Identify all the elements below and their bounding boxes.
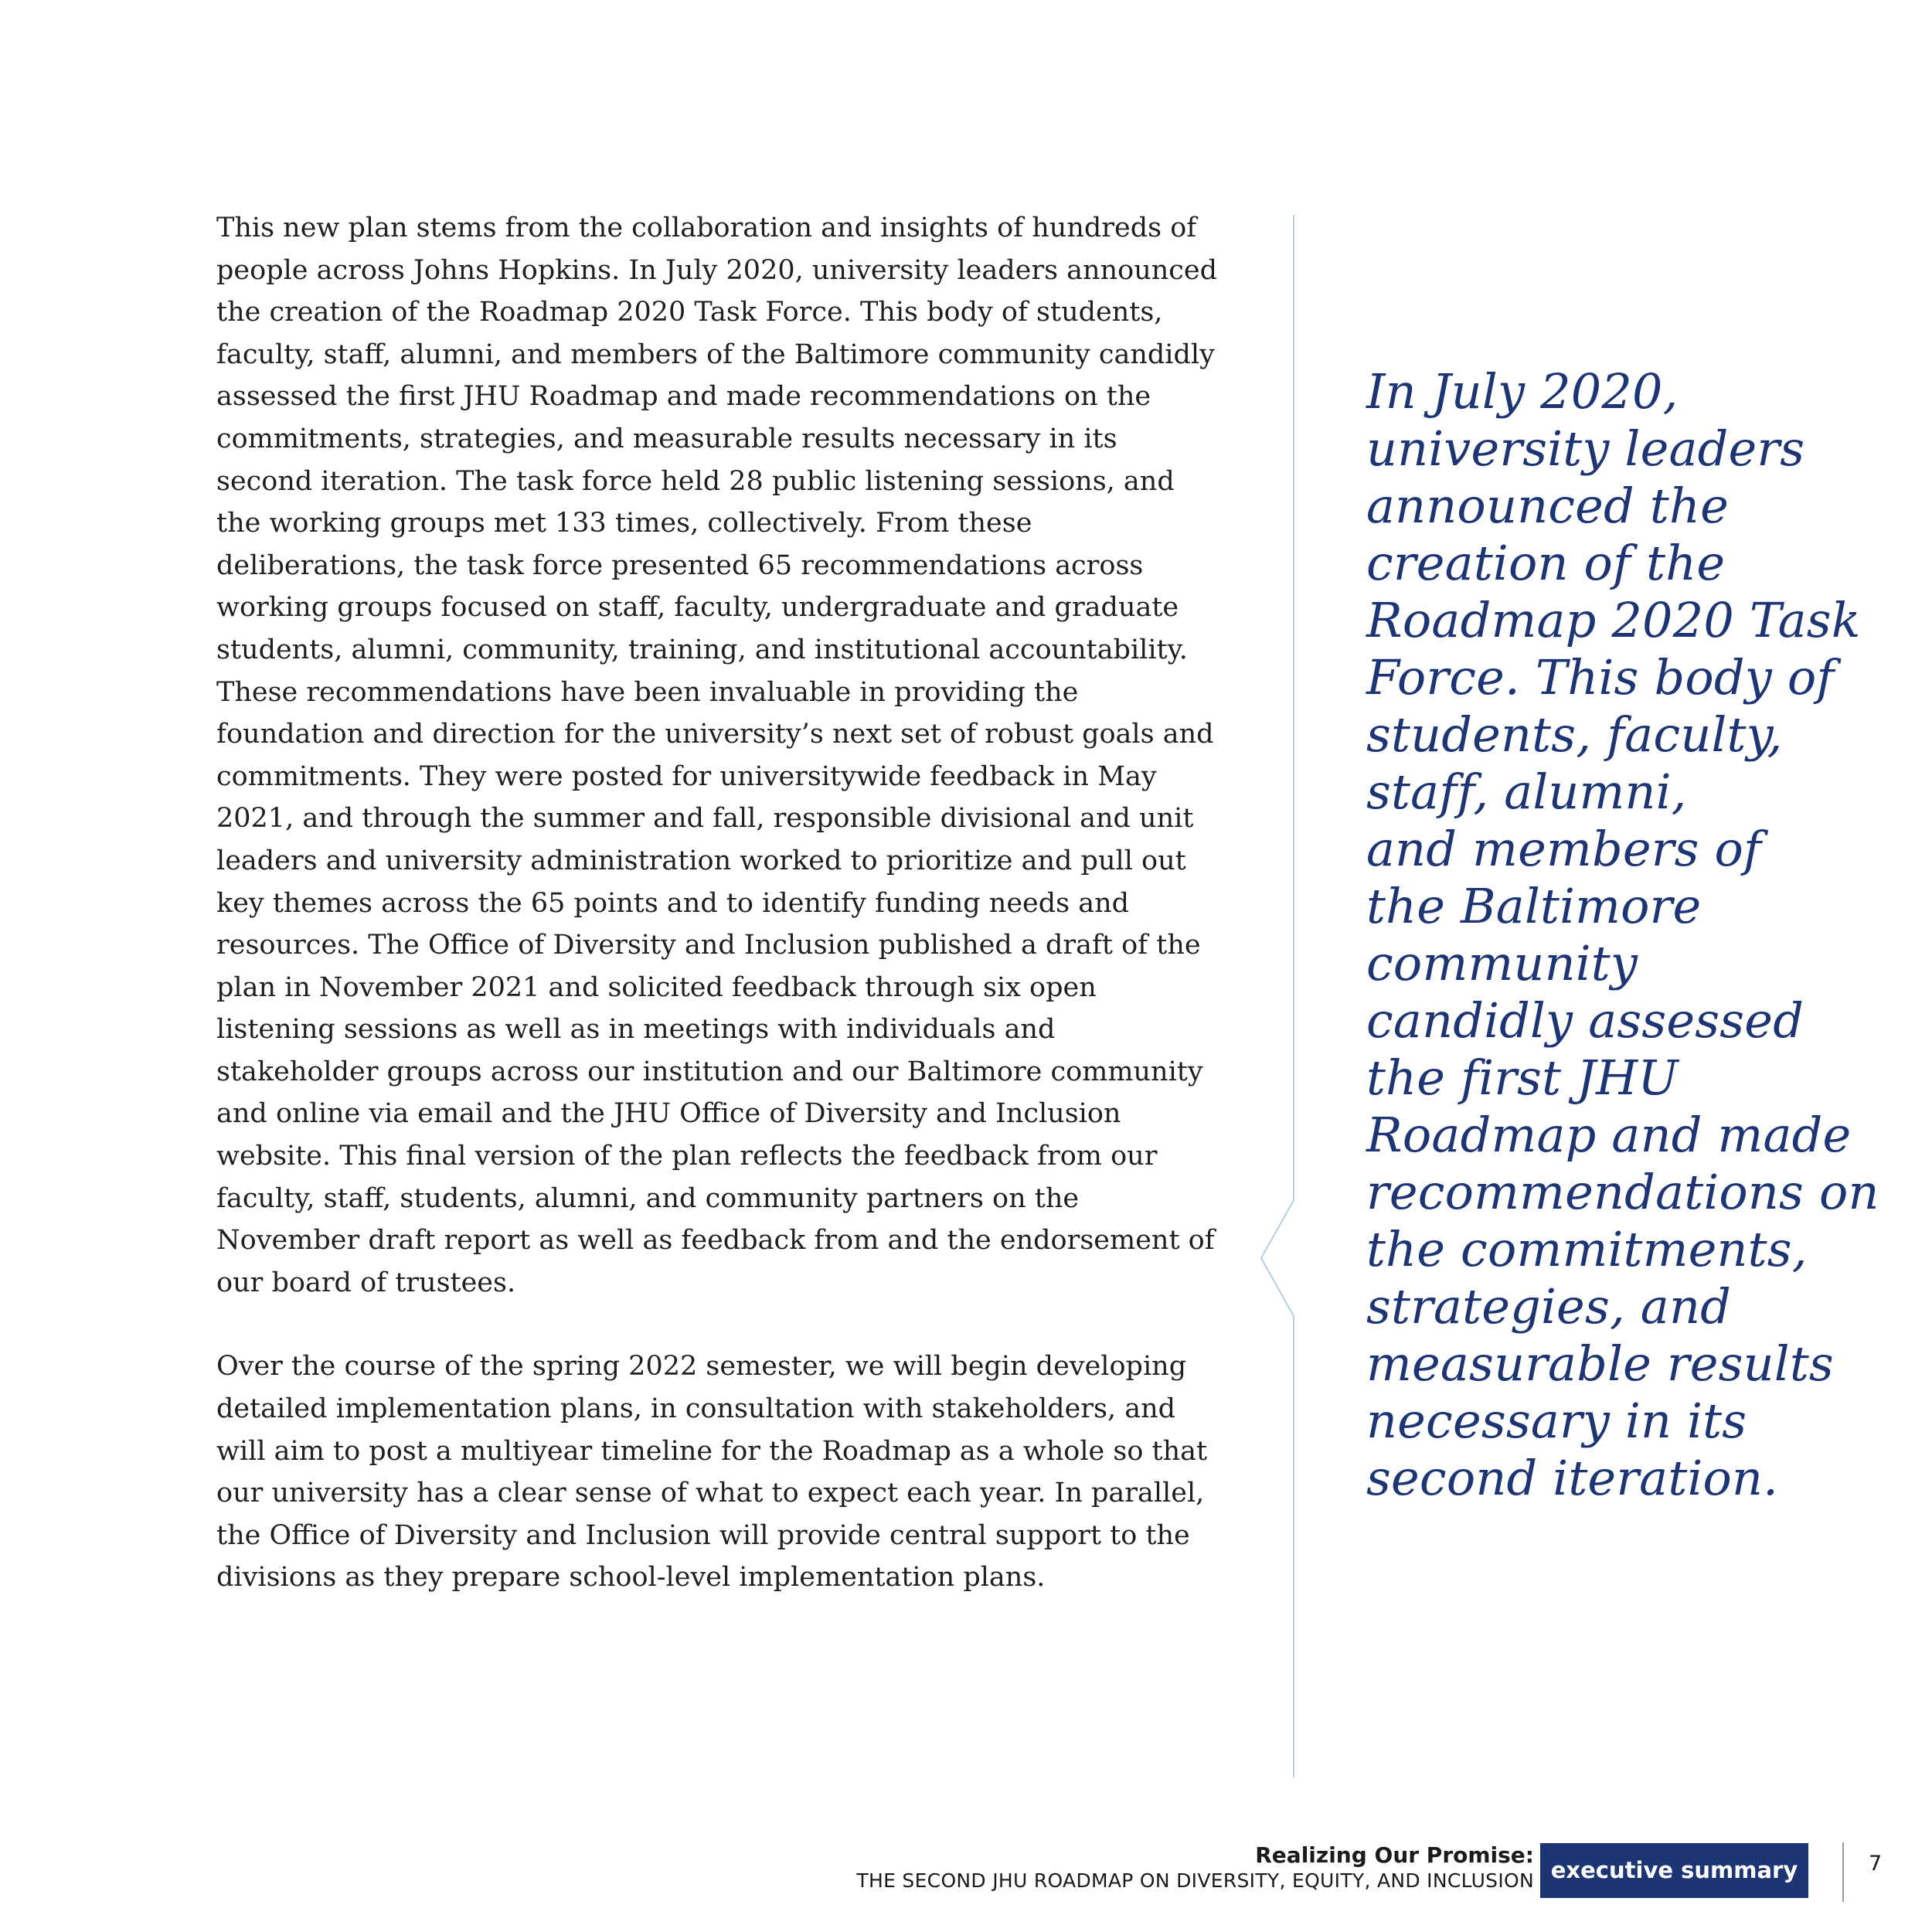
footer-title: Realizing Our Promise:: [1255, 1842, 1534, 1868]
body-paragraph-2: Over the course of the spring 2022 semester, we will begin developing detailed implementation plans, in consultation with stakeholders, and will aim to post a multiyear timeline for the Roadmap as a whole so that our university has a clear sense of what to expect each year. In parallel, the Office of Diversity and Inclusion will provide central support to the divisions as they prepare school-level implementation plans.: [216, 1351, 1208, 1594]
footer-divider: [1842, 1842, 1844, 1902]
body-text: [216, 207, 1221, 1599]
footer-subtitle: THE SECOND JHU ROADMAP ON DIVERSITY, EQUITY, AND INCLUSION: [856, 1869, 1534, 1892]
pull-quote: In July 2020, university leaders announced the creation of the Roadmap 2020 Task Force. This body of students, faculty, staff, alumni, and members of the Baltimore community candidly assessed the first JHU Roadmap and made recommendations on the commitments, strategies, and measurable results necessary in its second iteration.: [1366, 363, 1879, 1506]
footer-title-block: [856, 1842, 1534, 1893]
body-paragraph-1: This new plan stems from the collaboration and insights of hundreds of people across Johns Hopkins. In July 2020, university leaders announced the creation of the Roadmap 2020 Task Force. This body of students, faculty, staff, alumni, and members of the Baltimore community candidly assessed the first JHU Roadmap and made recommendations on the commitments, strategies, and measurable results necessary in its second iteration. The task force held 28 public listening sessions, and the working groups met 133 times, collectively. From these deliberations, the task force presented 65 recommendations across working groups focused on staff, faculty, undergraduate and graduate students, alumni, community, training, and institutional accountability. These recommendations have been invaluable in providing the foundation and direction for the university’s next set of robust goals and commitments. They were posted for universitywide feedback in May 2021, and through the summer and fall, responsible divisional and unit leaders and university administration worked to prioritize and pull out key themes across the 65 points and to identify funding needs and resources. The Office of Diversity and Inclusion published a draft of the plan in November 2021 and solicited feedback through six open listening sessions as well as in meetings with individuals and stakeholder groups across our institution and our Baltimore community and online via email and the JHU Office of Diversity and Inclusion website. This final version of the plan reflects the feedback from our faculty, staff, students, alumni, and community partners on the November draft report as well as feedback from and the endorsement of our board of trustees.: [216, 213, 1217, 1298]
section-badge: executive summary: [1540, 1843, 1808, 1898]
page-number: 7: [1869, 1852, 1883, 1876]
